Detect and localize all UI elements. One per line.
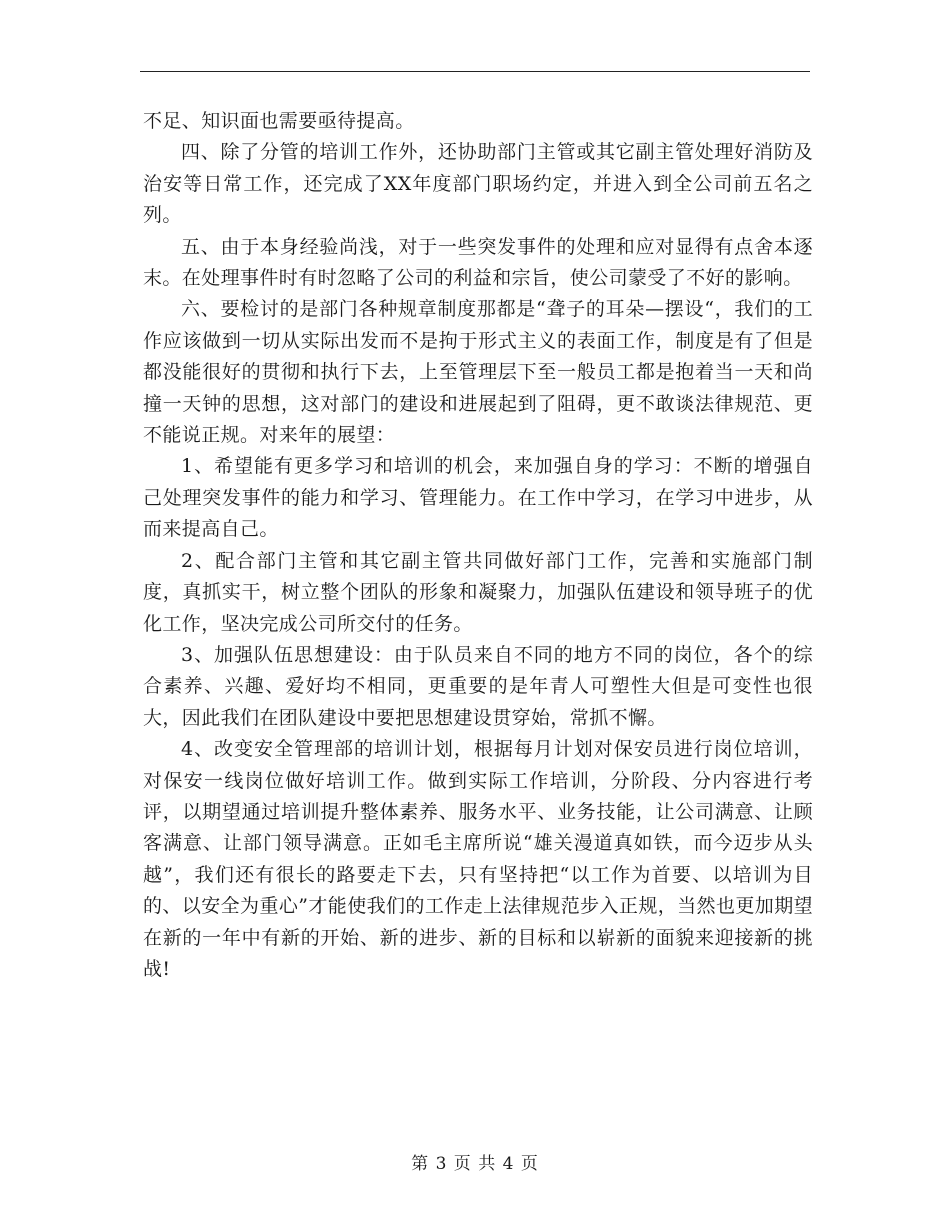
header-divider [140,71,810,72]
paragraph-item-6: 六、要检讨的是部门各种规章制度那都是“聋子的耳朵—摆设“，我们的工作应该做到一切从实际出发而不是拘于形式主义的表面工作，制度是有了但是都没能很好的贯彻和执行下去，上至管理层下至一般员工都是抱着当一天和尚撞一天钟的思想，这对部门的建设和进展起到了阻碍，更不敢谈法律规范、更不能说正规。对来年的展望： [143,298,813,447]
paragraph-outlook-1: 1、希望能有更多学习和培训的机会，来加强自身的学习：不断的增强自己处理突发事件的能力和学习、管理能力。在工作中学习，在学习中进步，从而来提高自己。 [143,455,813,541]
paragraph-continuation: 不足、知识面也需要亟待提高。 [143,110,415,132]
paragraph-item-5: 五、由于本身经验尚浅，对于一些突发事件的处理和应对显得有点舍本逐末。在处理事件时有时忽略了公司的利益和宗旨，使公司蒙受了不好的影响。 [143,235,813,290]
paragraph-item-4: 四、除了分管的培训工作外，还协助部门主管或其它副主管处理好消防及治安等日常工作，还完成了XX年度部门职场约定，并进入到全公司前五名之列。 [143,141,813,227]
paragraph-outlook-3: 3、加强队伍思想建设：由于队员来自不同的地方不同的岗位，各个的综合素养、兴趣、爱好均不相同，更重要的是年青人可塑性大但是可变性也很大，因此我们在团队建设中要把思想建设贯穿始，常抓不懈。 [143,643,813,729]
page-number: 第 3 页 共 4 页 [411,1154,539,1174]
paragraph-outlook-2: 2、配合部门主管和其它副主管共同做好部门工作，完善和实施部门制度，真抓实干，树立整个团队的形象和凝聚力，加强队伍建设和领导班子的优化工作，坚决完成公司所交付的任务。 [143,549,813,635]
paragraph-outlook-4: 4、改变安全管理部的培训计划，根据每月计划对保安员进行岗位培训，对保安一线岗位做好培训工作。做到实际工作培训，分阶段、分内容进行考评，以期望通过培训提升整体素养、服务水平、业务技能，让公司满意、让顾客满意、让部门领导满意。正如毛主席所说“雄关漫道真如铁，而今迈步从头越”，我们还有很长的路要走下去，只有坚持把“以工作为首要、以培训为目的、以安全为重心”才能使我们的工作走上法律规范步入正规，当然也更加期望在新的一年中有新的开始、新的进步、新的目标和以崭新的面貌来迎接新的挑战! [143,738,813,980]
document-body [143,106,813,985]
